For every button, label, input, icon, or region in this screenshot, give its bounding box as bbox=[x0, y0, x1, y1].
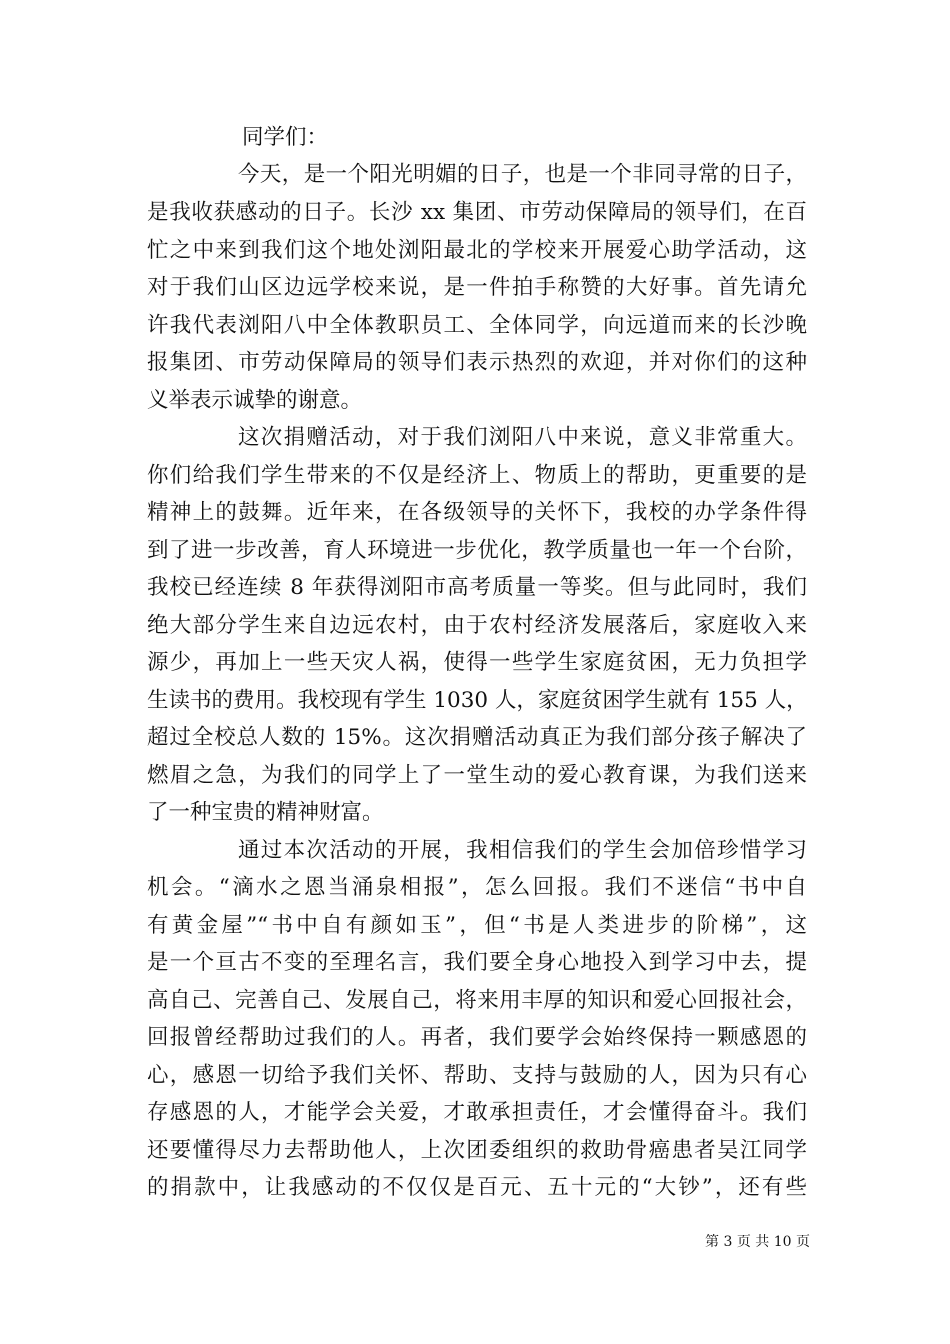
paragraph-3-line-2: 机会。“滴水之恩当涌泉相报”，怎么回报。我们不迷信“书中自 bbox=[147, 875, 807, 900]
paragraph-3-line-7: 心，感恩一切给予我们关怀、帮助、支持与鼓励的人，因为只有心 bbox=[147, 1063, 807, 1088]
salutation: 同学们： bbox=[242, 125, 329, 150]
paragraph-2-line-5: 我校已经连续 8 年获得浏阳市高考质量一等奖。但与此同时，我们 bbox=[147, 575, 807, 600]
paragraph-1-line-6: 报集团、市劳动保障局的领导们表示热烈的欢迎，并对你们的这种 bbox=[147, 350, 807, 375]
paragraph-3-line-3: 有黄金屋”“书中自有颜如玉”，但“书是人类进步的阶梯”，这 bbox=[147, 913, 807, 938]
paragraph-2-line-11: 了一种宝贵的精神财富。 bbox=[147, 800, 384, 825]
paragraph-1-line-7: 义举表示诚挚的谢意。 bbox=[147, 388, 363, 413]
paragraph-3-line-9: 还要懂得尽力去帮助他人，上次团委组织的救助骨癌患者吴江同学 bbox=[147, 1138, 807, 1163]
paragraph-3-line-10: 的捐款中，让我感动的不仅仅是百元、五十元的“大钞”，还有些 bbox=[147, 1175, 807, 1200]
paragraph-2-line-6: 绝大部分学生来自边远农村，由于农村经济发展落后，家庭收入来 bbox=[147, 613, 807, 638]
paragraph-1-line-2: 是我收获感动的日子。长沙 xx 集团、市劳动保障局的领导们，在百 bbox=[147, 200, 807, 225]
paragraph-3-line-5: 高自己、完善自己、发展自己，将来用丰厚的知识和爱心回报社会， bbox=[147, 988, 807, 1013]
paragraph-2-line-4: 到了进一步改善，育人环境进一步优化，教学质量也一年一个台阶， bbox=[147, 538, 807, 563]
paragraph-2-line-7: 源少，再加上一些天灾人祸，使得一些学生家庭贫困，无力负担学 bbox=[147, 650, 807, 675]
page-number-footer: 第 3 页 共 10 页 bbox=[705, 1234, 810, 1250]
paragraph-3-line-4: 是一个亘古不变的至理名言，我们要全身心地投入到学习中去，提 bbox=[147, 950, 807, 975]
paragraph-2-line-10: 燃眉之急，为我们的同学上了一堂生动的爱心教育课，为我们送来 bbox=[147, 763, 807, 788]
paragraph-2-line-8: 生读书的费用。我校现有学生 1030 人，家庭贫困学生就有 155 人， bbox=[147, 688, 808, 713]
paragraph-1-line-5: 许我代表浏阳八中全体教职员工、全体同学，向远道而来的长沙晚 bbox=[147, 313, 807, 338]
paragraph-1-line-1: 今天，是一个阳光明媚的日子，也是一个非同寻常的日子， bbox=[238, 162, 807, 187]
paragraph-3-line-6: 回报曾经帮助过我们的人。再者，我们要学会始终保持一颗感恩的 bbox=[147, 1025, 807, 1050]
paragraph-2-line-2: 你们给我们学生带来的不仅是经济上、物质上的帮助，更重要的是 bbox=[147, 463, 807, 488]
paragraph-1-line-3: 忙之中来到我们这个地处浏阳最北的学校来开展爱心助学活动，这 bbox=[147, 238, 807, 263]
paragraph-2-line-1: 这次捐赠活动，对于我们浏阳八中来说，意义非常重大。 bbox=[238, 425, 807, 450]
paragraph-3-line-8: 存感恩的人，才能学会关爱，才敢承担责任，才会懂得奋斗。我们 bbox=[147, 1100, 807, 1125]
paragraph-1-line-4: 对于我们山区边远学校来说，是一件拍手称赞的大好事。首先请允 bbox=[147, 275, 807, 300]
paragraph-2-line-9: 超过全校总人数的 15%。这次捐赠活动真正为我们部分孩子解决了 bbox=[147, 725, 807, 750]
paragraph-2-line-3: 精神上的鼓舞。近年来，在各级领导的关怀下，我校的办学条件得 bbox=[147, 500, 807, 525]
paragraph-3-line-1: 通过本次活动的开展，我相信我们的学生会加倍珍惜学习 bbox=[238, 838, 807, 863]
